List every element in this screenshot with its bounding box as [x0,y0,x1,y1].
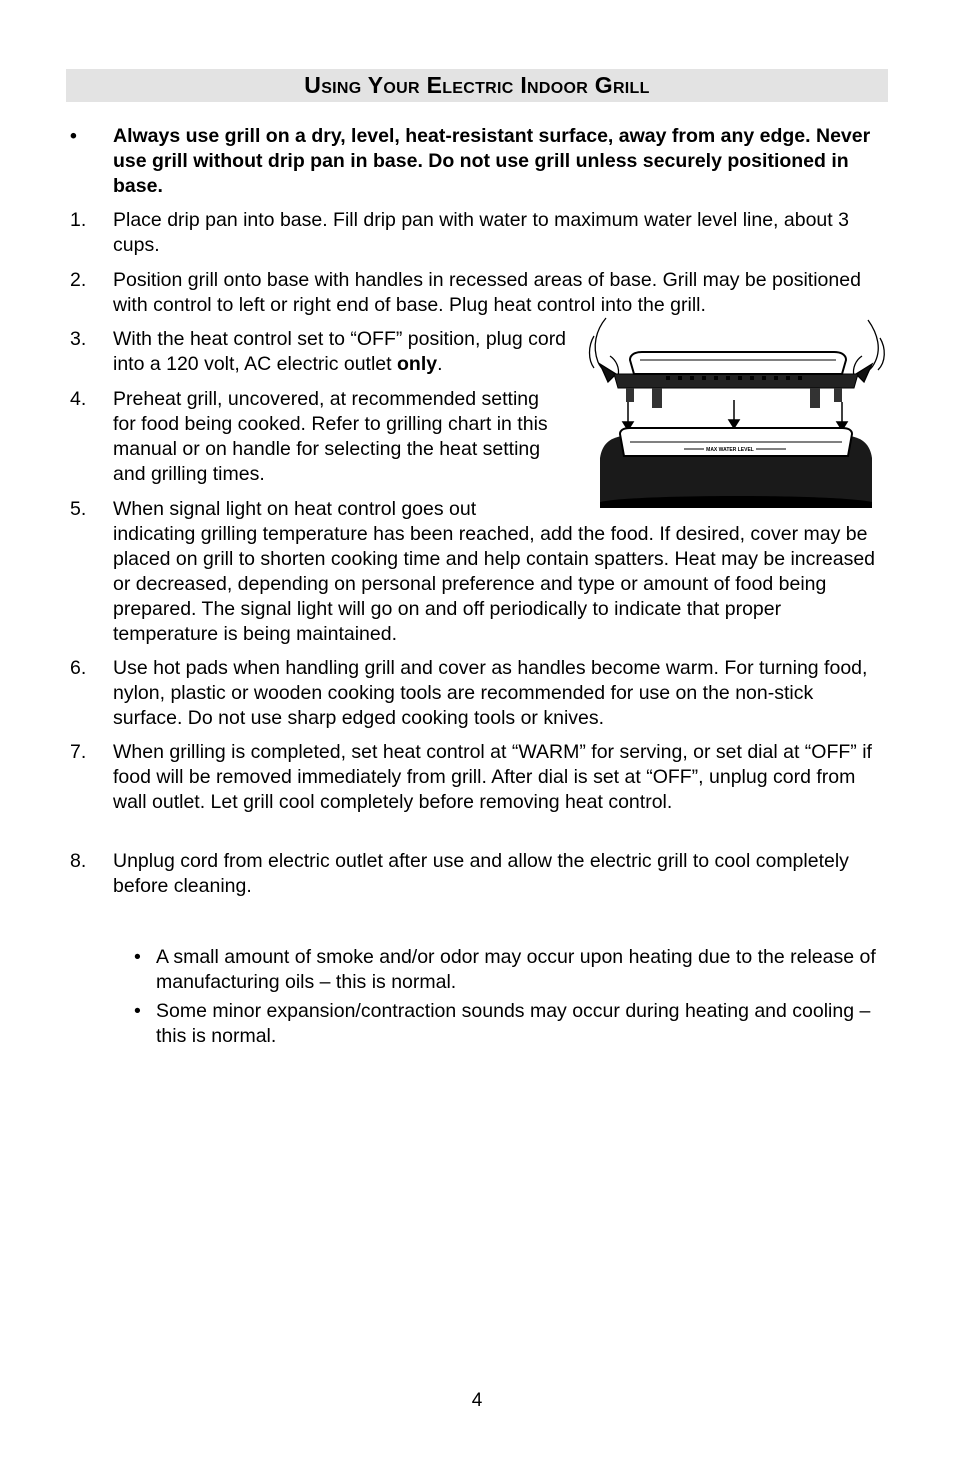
step-number: 1. [70,209,87,231]
page-title: Using Your Electric Indoor Grill [304,72,650,98]
step-text-first-line: When signal light on heat control goes out [113,498,477,520]
step-text [113,327,573,377]
note-text: A small amount of smoke and/or odor may occur upon heating due to the release of manufacturing oils – this is normal. [156,946,876,993]
grill-plate [614,352,858,408]
section-title-bar [66,69,888,102]
max-water-level-label: MAX WATER LEVEL [706,447,754,453]
note-bullet: • [134,1000,141,1022]
step-text-part: With the heat control set to “OFF” position, plug cord into a 120 volt, AC electric outlet [113,328,567,375]
step-number: 3. [70,328,87,350]
step-number: 5. [70,498,87,520]
warning-text: Always use grill on a dry, level, heat-resistant surface, away from any edge. Never use grill without drip pan in base. Do not use grill unless securely positioned in base. [113,125,871,197]
step-text: When grilling is completed, set heat control at “WARM” for serving, or set dial at “OFF” if food will be removed immediately from grill. After dial is set at “OFF”, unplug cord from wall outlet. Let grill cool completely before removing heat control. [113,741,872,813]
step-number: 8. [70,850,87,872]
step-text-rest: indicating grilling temperature has been reached, add the food. If desired, cover may be placed on grill to shorten cooking time and help contain spatters. Heat may be increased or decreased, depending on personal preference and type or amount of food being prepared. The signal light will go on and off periodically to indicate that proper temperature is being maintained. [113,523,876,645]
step-number: 2. [70,269,87,291]
step-number: 6. [70,657,87,679]
page-number: 4 [471,1390,483,1411]
step-text-part: . [437,353,443,375]
step-text: Preheat grill, uncovered, at recommended setting for food being cooked. Refer to grilling chart in this manual or on handle for selecting the heat setting and grilling times. [113,388,548,485]
grill-base [600,428,872,508]
right-hand-icon [850,320,884,382]
step-text: Position grill onto base with handles in recessed areas of base. Grill may be positioned with control to left or right end of base. Plug heat control into the grill. [113,269,861,316]
step-text-emphasis: only [397,353,438,375]
warning-bullet: • [70,125,77,147]
note-text: Some minor expansion/contraction sounds may occur during heating and cooling – this is normal. [156,1000,871,1047]
grill-assembly-illustration [586,316,886,510]
step-text [113,497,883,647]
step-number: 4. [70,388,87,410]
step-text: Place drip pan into base. Fill drip pan with water to maximum water level line, about 3 cups. [113,209,849,256]
step-number: 7. [70,741,87,763]
left-hand-icon [590,318,623,382]
note-bullet: • [134,946,141,968]
step-text: Use hot pads when handling grill and cover as handles become warm. For turning food, nylon, plastic or wooden cooking tools are recommended for use on the non-stick surface. Do not use sharp edged cooking tools or knives. [113,657,868,729]
step-text: Unplug cord from electric outlet after use and allow the electric grill to cool completely before cleaning. [113,850,849,897]
